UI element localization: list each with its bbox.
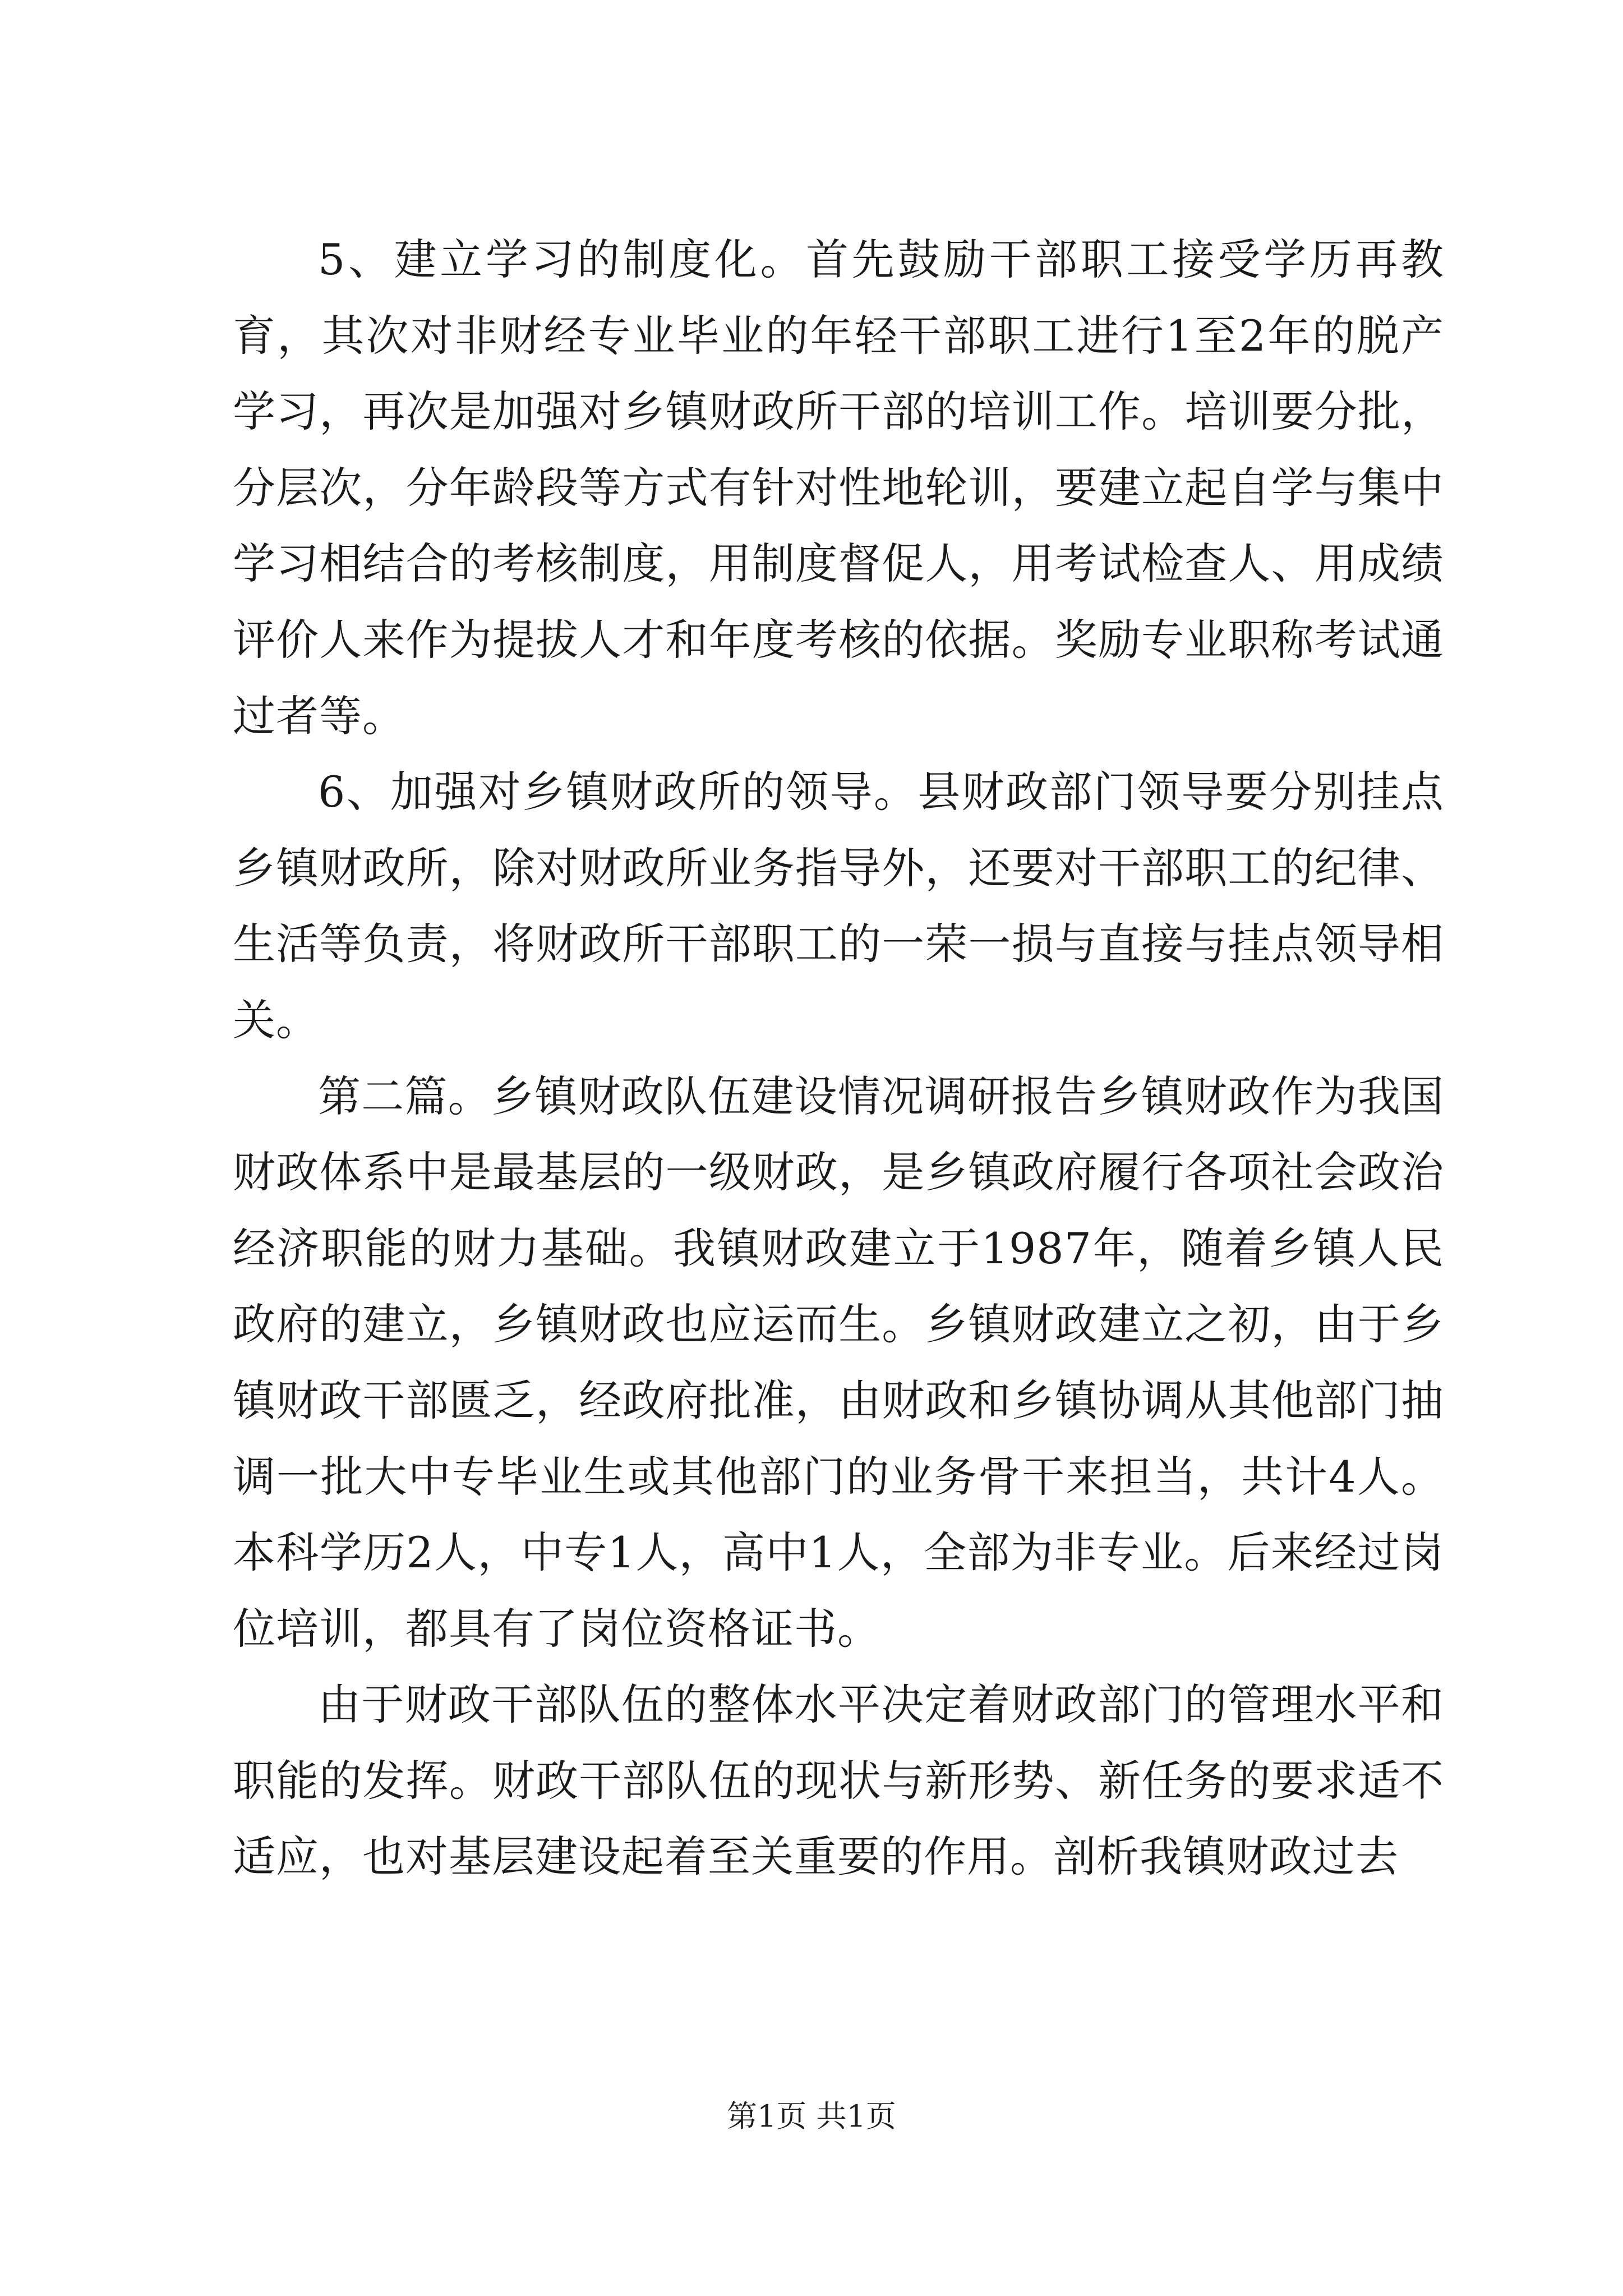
paragraph-6-leadership: 6、加强对乡镇财政所的领导。县财政部门领导要分别挂点乡镇财政所，除对财政所业务指导外，还要对干部职工的纪律、生活等负责，将财政所干部职工的一荣一损与直接与挂点领导相关。 bbox=[233, 767, 1444, 1045]
page-number-footer: 第1页 共1页 bbox=[727, 2099, 896, 2134]
paragraph-part-two-report: 第二篇。乡镇财政队伍建设情况调研报告乡镇财政作为我国财政体系中是最基层的一级财政，是乡镇政府履行各项社会政治经济职能的财力基础。我镇财政建立于1987年，随着乡镇人民政府的建立，乡镇财政也应运而生。乡镇财政建立之初，由于乡镇财政干部匮乏，经政府批准，由财政和乡镇协调从其他部门抽调一批大中专毕业生或其他部门的业务骨干来担当，共计4人。本科学历2人，中专1人，高中1人，全部为非专业。后来经过岗位培训，都具有了岗位资格证书。 bbox=[233, 1071, 1444, 1654]
paragraph-5-study-system: 5、建立学习的制度化。首先鼓励干部职工接受学历再教育，其次对非财经专业毕业的年轻干部职工进行1至2年的脱产学习，再次是加强对乡镇财政所干部的培训工作。培训要分批，分层次，分年龄段等方式有针对性地轮训，要建立起自学与集中学习相结合的考核制度，用制度督促人，用考试检查人、用成绩评价人来作为提拔人才和年度考核的依据。奖励专业职称考试通过者等。 bbox=[233, 234, 1444, 741]
paragraph-team-level: 由于财政干部队伍的整体水平决定着财政部门的管理水平和职能的发挥。财政干部队伍的现状与新形势、新任务的要求适不适应，也对基层建设起着至关重要的作用。剖析我镇财政过去 bbox=[233, 1680, 1444, 1882]
document-body bbox=[233, 222, 1444, 1895]
